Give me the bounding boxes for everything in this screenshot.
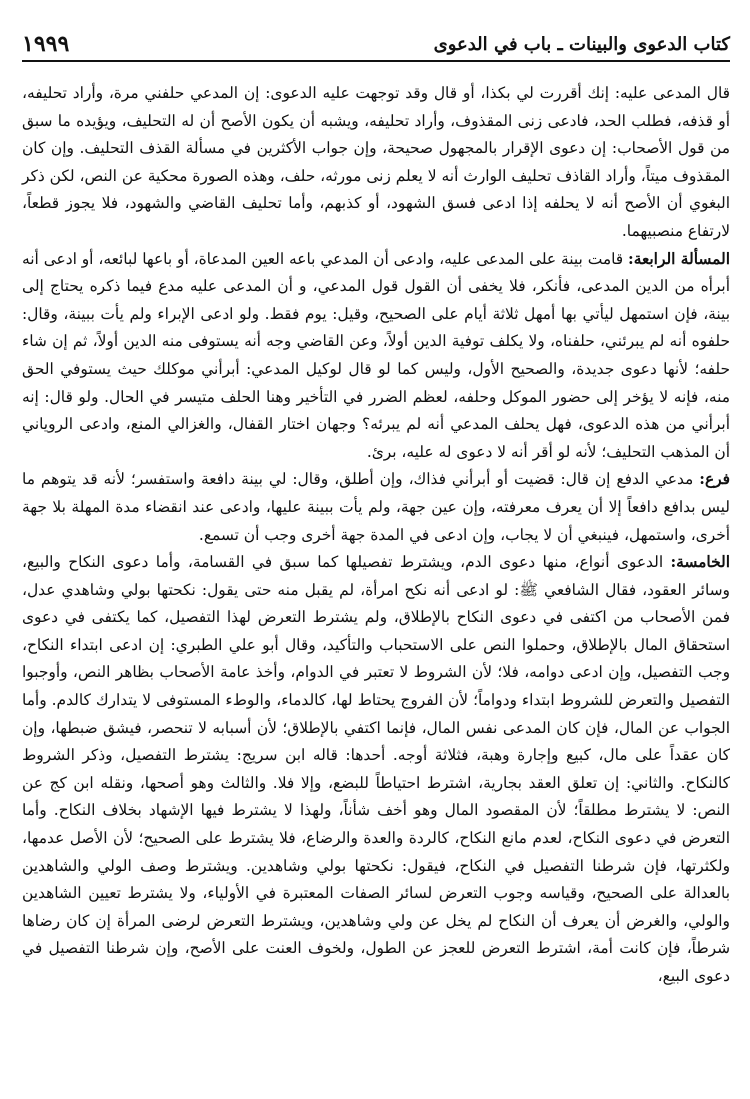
paragraph-issue-five-text: الدعوى أنواع، منها دعوى الدم، ويشترط تفصيلها كما سبق في القسامة، وأما دعوى النكاح والبيع، وسائر العقود، فقال الشافعي ﷺ: لو ادعى أنه نكح امرأة، لم يقبل منه حتى يقول: نكحتها بولي وشاهدي عدل، فمن الأصحاب من اكتفى في دعوى النكاح بالإطلاق، ولم يشترط التعرض لهذا التفصيل، كما يكتفى في دعوى استحقاق المال بالإطلاق، وحملوا النص على الاستحباب والتأكيد، وقال أبو علي الطبري: إن ادعى ابتداء النكاح، وجب التفصيل، وإن ادعى دوامه، فلا؛ لأن الشروط لا تعتبر في الدوام، وأخذ عامة الأصحاب بظاهر النص، وأوجبوا التفصيل والتعرض للشروط ابتداء ودواماً؛ لأن الفروج يحتاط لها، كالدماء، والوطء المستوفى لا يتدارك كالدم. وأما الجواب عن المال، فإن كان المدعى نفس المال، فإنما اكتفي بالإطلاق؛ لأن أسبابه لا تنحصر، فيشق ضبطها، وإن كان عقداً على مال، كبيع وإجارة وهبة، فثلاثة أوجه. أحدها: قاله ابن سريج: يشترط التفصيل، وذكر الشروط كالنكاح. والثاني: إن تعلق العقد بجارية، اشترط احتياطاً للبضع، وإلا فلا. والثالث وهو أصحها، ونقله ابن كج عن النص: لا يشترط مطلقاً؛ لأن المقصود المال وهو أخف شأناً، ولهذا لا يشترط فيها الإشهاد بخلاف النكاح. وأما التعرض في دعوى النكاح، لعدم مانع النكاح، كالردة والعدة والرضاع، فلا يشترط على الصحيح؛ لأن الأصل عدمها، ولكثرتها، فإن شرطنا التفصيل في النكاح، فيقول: نكحتها بولي وشاهدين. ويشترط وصف الولي والشاهدين بالعدالة على الصحيح، وقياسه وجوب التعرض لسائر الصفات المعتبرة في الأولياء، ولا يشترط تعيين الشاهدين والولي، والغرض أن يعرف أن النكاح لم يخل عن ولي وشاهدين، ويشترط التعرض لرضى المرأة إن كان رضاها شرطاً، فإن كانت أمة، اشترط التعرض للعجز عن الطول، ولخوف العنت على الأصح، وإن شرطنا التفصيل في دعوى البيع، (22, 553, 730, 985)
paragraph-issue-five (22, 549, 730, 991)
paragraph-branch-text: مدعي الدفع إن قال: قضيت أو أبرأني فذاك، وإن أطلق، وقال: لي بينة دافعة واستفسر؛ لأنه قد يتوهم ما ليس بدافع دافعاً إلا أن يعرف معرفته، وإن عين جهة، ولم يأت ببينة عليها، وادعى عند انقضاء مدة المهلة بلا جهة أخرى، واستمهل، فينبغي أن لا يجاب، وإن ادعى في المدة جهة أخرى وجب أن تسمع. (22, 470, 730, 544)
page-number: ١٩٩٩ (22, 31, 70, 57)
header-title: كتاب الدعوى والبينات ـ باب في الدعوى (433, 33, 730, 55)
running-header (22, 28, 730, 62)
paragraph-issue-four-text: قامت بينة على المدعى عليه، وادعى أن المدعي باعه العين المدعاة، أو باعها لبائعه، أو ادعى أنه أبرأه من الدين المدعى، فأنكر، فلا يخفى أن القول قول المدعي، و أن المدعى عليه مدع فيما ذكره يحتاج إلى بينة، فإن استمهل ليأتي بها أمهل ثلاثة أيام على الصحيح، وقيل: يوم فقط. ولو ادعى الإبراء ولم يأت ببينة، وقال: حلفوه أنه لم يبرئني، حلفناه، ولا يكلف توفية الدين أولاً، وعن القاضي وجه أنه يستوفى منه الدين أولاً، ثم إن شاء حلفه؛ لأنها دعوى جديدة، والصحيح الأول، وليس كما لو قال لوكيل المدعي: أبرأني موكلك حيث يستوفي الحق منه، فإنه لا يؤخر إلى حضور الموكل وحلفه، لعظم الضرر في التأخير وهنا الحلف متيسر في الحال. ولو قال: إنه أبرأني من هذه الدعوى، فهل يحلف المدعي أنه لم يبرئه؟ وجهان اختار القفال، والغزالي المنع، وادعى الروياني أن المذهب التحليف؛ لأنه لو أقر أنه لا دعوى له عليه، برئ. (22, 249, 730, 461)
paragraph-branch-label: فرع: (699, 470, 730, 489)
page-body (22, 80, 730, 991)
paragraph-1-text: قال المدعى عليه: إنك أقررت لي بكذا، أو قال وقد توجهت عليه الدعوى: إن المدعي حلفني مرة، وأراد تحليفه، أو قذفه، فطلب الحد، فادعى زنى المقذوف، وأراد تحليفه، ويشبه أن يكون الأصح أن له التحليف، ويؤيده ما سبق من قول الأصحاب: إن دعوى الإقرار بالمجهول صحيحة، وإن جواب الأكثرين في مسألة القذف التحليف. وإن كان المقذوف ميتاً، وأراد القاذف تحليف الوارث أنه لا يعلم زنى مورثه، حلف، وهذه الصورة محكية عن النص، لكن ذكر البغوي أن الأصح أنه لا يحلفه إذا ادعى فسق الشهود، أو كذبهم، وأما تحليف القاضي والشهود، فلا يجوز قطعاً، لارتفاع منصبيهما. (22, 84, 730, 240)
paragraph-branch (22, 466, 730, 549)
paragraph-issue-four-label: المسألة الرابعة: (628, 249, 730, 268)
paragraph-1 (22, 80, 730, 246)
paragraph-issue-four (22, 246, 730, 467)
paragraph-issue-five-label: الخامسة: (670, 553, 730, 572)
